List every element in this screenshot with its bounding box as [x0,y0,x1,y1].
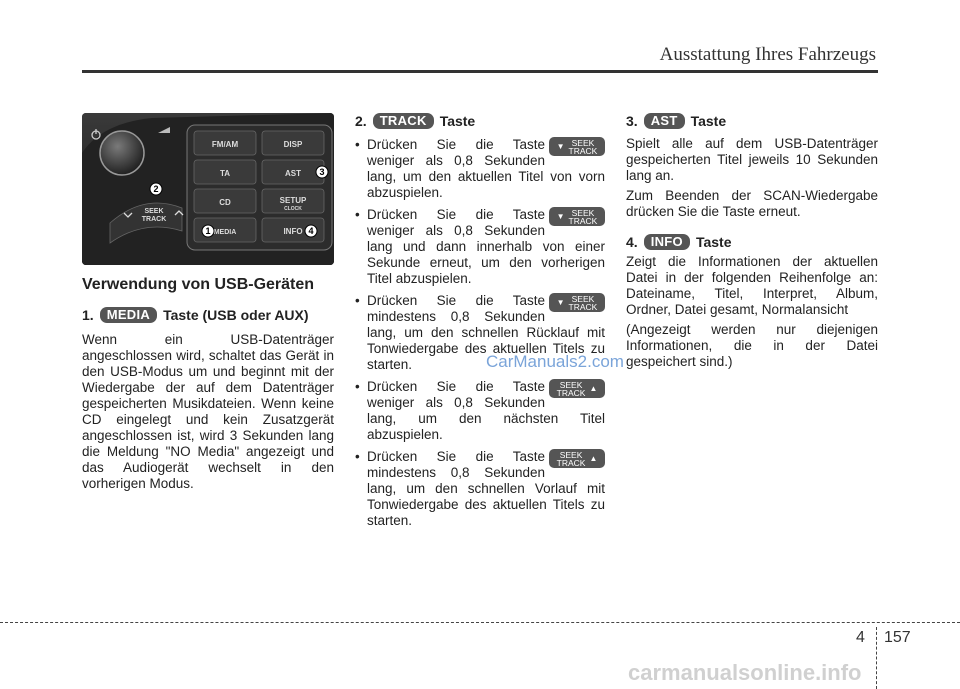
panel-button-disp: DISP [283,140,303,149]
track-label: TRACK [568,301,598,312]
item-3-title [626,113,878,129]
seek-label: SEEK [571,293,595,304]
ast-badge: AST [644,113,685,129]
list-item [355,379,605,443]
chapter-number: 4 [856,629,865,646]
list-item [355,207,605,287]
seek-label: SEEK [559,379,583,390]
track-badge: TRACK [373,113,434,129]
volume-knob [100,131,144,175]
panel-button-clock: CLOCK [284,206,302,212]
marker-2: 2 [153,184,159,194]
track-bullets [355,137,605,529]
header-rule [82,70,878,73]
item-4-number: 4. [626,234,638,250]
column-2 [355,113,605,535]
item-4-label: Taste [695,234,732,250]
item-4-title [626,234,878,250]
list-item [355,137,605,201]
triangle-up-icon: ▲ [589,383,598,393]
panel-button-ast: AST [285,169,301,178]
item-1-text: Wenn ein USB-Datenträger angeschlossen wird, schaltet das Gerät in den USB-Modus um und beginnt mit der Wiedergabe der auf dem Datenträger gespeicherten Musikdateien. Wenn keine CD eingelegt und kein Zusatzgerät angeschlossen ist, wird 3 Sekunden lang die Meldung "NO Media" angezeigt und das Audiogerät wechselt in den vorherigen Modus. [82,332,334,491]
item-1-number: 1. [82,307,94,323]
seek-label: SEEK [571,207,595,218]
info-badge: INFO [644,234,690,250]
header-title: Ausstattung Ihres Fahrzeugs [659,44,876,65]
item-3-text-1: Spielt alle auf dem USB-Datenträger gespeicherten Titel jeweils 10 Sekunden lang an. [626,136,878,183]
bullet-text: Drücken Sie die Taste mindestens 0,8 Sekunden lang, um den schnellen Rücklauf mit Tonwiedergabe des aktuellen Titels zu starten. [367,293,605,372]
list-item [355,449,605,529]
item-1-title [82,307,334,323]
media-badge: MEDIA [100,307,157,323]
bullet-text: Drücken Sie die Taste weniger als 0,8 Sekunden lang und dann innerhalb von einer Sekunde erneut, um den vorherigen Titel abzuspielen. [367,207,605,286]
bullet-text: Drücken Sie die Taste weniger als 0,8 Sekunden lang, um den aktuellen Titel von vorn abzuspielen. [367,137,605,200]
page-separator [876,627,877,689]
footer-site-watermark: carmanualsonline.info [628,660,862,685]
panel-button-info: INFO [283,227,303,236]
triangle-down-icon: • ▼ [556,211,565,221]
audio-panel-image [82,113,334,265]
section-heading: Verwendung von USB-Geräten [82,276,315,293]
item-4-text-1: Zeigt die Informationen der aktuellen Datei in der folgenden Reihenfolge an: Dateiname, Titel, Interpret, Album, Ordner, Datei gesamt, Normalansicht [626,254,878,317]
column-1 [82,113,334,492]
seek-track-up-badge [549,379,605,398]
marker-1: 1 [205,226,211,236]
track-label: TRACK [568,145,598,156]
seek-track-up-badge [549,449,605,468]
item-3-text-2: Zum Beenden der SCAN-Wiedergabe drücken Sie die Taste erneut. [626,188,878,219]
track-label: TRACK [568,215,598,226]
seek-track-down-badge [549,137,605,156]
seek-label: SEEK [571,137,595,148]
bullet-text: Drücken Sie die Taste mindestens 0,8 Sekunden lang, um den schnellen Vorlauf mit Tonwiedergabe des aktuellen Titels zu starten. [367,449,605,528]
triangle-up-icon: ▲ [589,453,598,463]
panel-button-ta: TA [219,169,231,178]
item-2-label: Taste [439,113,476,129]
page-number: 157 [884,629,911,646]
triangle-down-icon: • ▼ [556,141,565,151]
seek-label: SEEK [559,449,583,460]
marker-3: 3 [319,167,325,177]
triangle-down-icon: • ▼ [556,297,565,307]
panel-track-label: TRACK [141,216,167,223]
item-2-title [355,113,605,129]
column-3 [626,113,878,370]
track-label: TRACK [556,457,586,468]
panel-button-cd: CD [219,198,231,207]
item-3-label: Taste [690,113,727,129]
marker-4: 4 [308,226,314,236]
item-4-text-2: (Angezeigt werden nur diejenigen Informationen, die in der Datei gespeichert sind.) [626,322,878,369]
panel-seek-label: SEEK [144,208,164,215]
item-3-number: 3. [626,113,638,129]
item-2-number: 2. [355,113,367,129]
seek-track-down-badge [549,207,605,226]
watermark: CarManuals2.com [486,352,624,371]
item-1-label: Taste (USB oder AUX) [163,307,309,323]
bullet-text: Drücken Sie die Taste weniger als 0,8 Sekunden lang, um den nächsten Titel abzuspielen. [367,379,605,442]
panel-button-setup: SETUP [279,196,307,205]
seek-track-down-badge [549,293,605,312]
panel-button-fmam: FM/AM [211,140,239,149]
audio-panel-drawing [82,113,334,265]
panel-button-media: MEDIA [213,229,237,236]
track-label: TRACK [556,387,586,398]
footer-rule [0,622,960,623]
